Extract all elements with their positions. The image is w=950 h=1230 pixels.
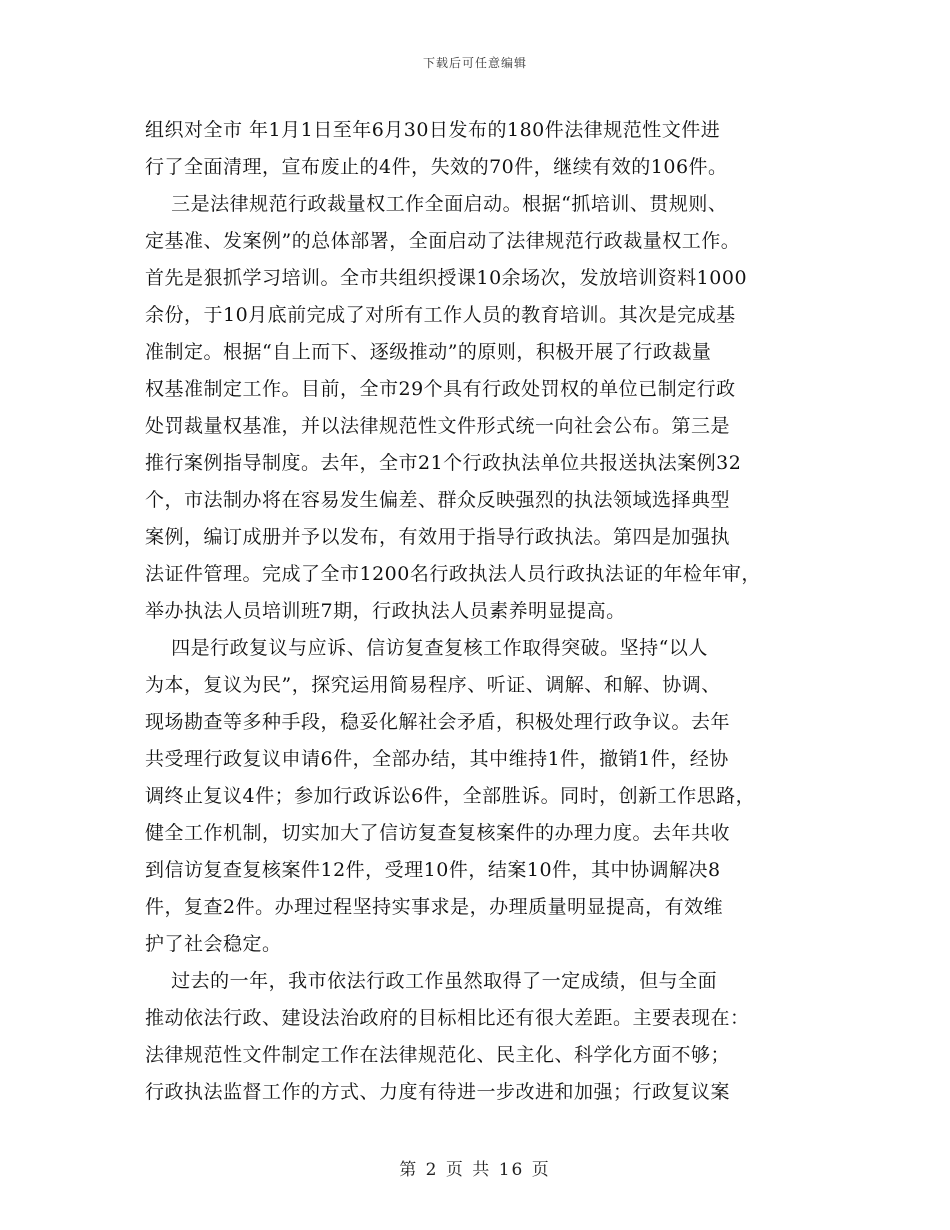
text-line: 共受理行政复议申请6件，全部办结，其中维持1件，撤销1件，经协	[145, 748, 729, 770]
text-line: 为本，复议为民”，探究运用简易程序、听证、调解、和解、协调、	[145, 674, 721, 696]
text-line: 护了社会稳定。	[145, 933, 282, 955]
text-line: 件，复查2件。办理过程坚持实事求是，办理质量明显提高，有效维	[145, 896, 724, 918]
text-line: 推行案例指导制度。去年，全市21个行政执法单位共报送执法案例32	[145, 452, 742, 474]
text-line: 定基准、发案例”的总体部署，全面启动了法律规范行政裁量权工作。	[145, 230, 741, 252]
text-line: 案例，编订成册并予以发布，有效用于指导行政执法。第四是加强执	[145, 526, 731, 548]
text-line: 过去的一年，我市依法行政工作虽然取得了一定成绩，但与全面	[145, 970, 718, 992]
text-line: 权基准制定工作。目前，全市29个具有行政处罚权的单位已制定行政	[145, 378, 736, 400]
document-body	[145, 112, 835, 1111]
text-line: 行了全面清理，宣布废止的4件，失效的70件，继续有效的106件。	[145, 156, 728, 178]
text-line: 推动依法行政、建设法治政府的目标相比还有很大差距。主要表现在：	[145, 1007, 750, 1029]
text-line: 三是法律规范行政裁量权工作全面启动。根据“抓培训、贯规则、	[145, 193, 728, 215]
text-line: 处罚裁量权基准，并以法律规范性文件形式统一向社会公布。第三是	[145, 415, 731, 437]
text-line: 组织对全市 年1月1日至年6月30日发布的180件法律规范性文件进	[145, 119, 721, 141]
page-footer: 第 2 页 共 16 页	[399, 1160, 551, 1180]
text-line: 行政执法监督工作的方式、力度有待进一步改进和加强；行政复议案	[145, 1081, 731, 1103]
text-line: 到信访复查复核案件12件，受理10件，结案10件，其中协调解决8	[145, 859, 721, 881]
text-line: 余份，于10月底前完成了对所有工作人员的教育培训。其次是完成基	[145, 304, 736, 326]
text-line: 现场勘查等多种手段，稳妥化解社会矛盾，积极处理行政争议。去年	[145, 711, 731, 733]
text-line: 法证件管理。完成了全市1200名行政执法人员行政执法证的年检年审，	[145, 563, 761, 585]
text-line: 个，市法制办将在容易发生偏差、群众反映强烈的执法领域选择典型	[145, 489, 731, 511]
text-line: 健全工作机制，切实加大了信访复查复核案件的办理力度。去年共收	[145, 822, 731, 844]
text-line: 调终止复议4件；参加行政诉讼6件，全部胜诉。同时，创新工作思路，	[145, 785, 756, 807]
page-header: 下载后可任意编辑	[422, 56, 527, 70]
text-line: 准制定。根据“自上而下、逐级推动”的原则，积极开展了行政裁量	[145, 341, 712, 363]
text-line: 四是行政复议与应诉、信访复查复核工作取得突破。坚持“以人	[145, 637, 708, 659]
text-line: 举办执法人员培训班7期，行政执法人员素养明显提高。	[145, 600, 626, 622]
text-line: 首先是狠抓学习培训。全市共组织授课10余场次，发放培训资料1000	[145, 267, 748, 289]
text-line: 法律规范性文件制定工作在法律规范化、民主化、科学化方面不够；	[145, 1044, 731, 1066]
